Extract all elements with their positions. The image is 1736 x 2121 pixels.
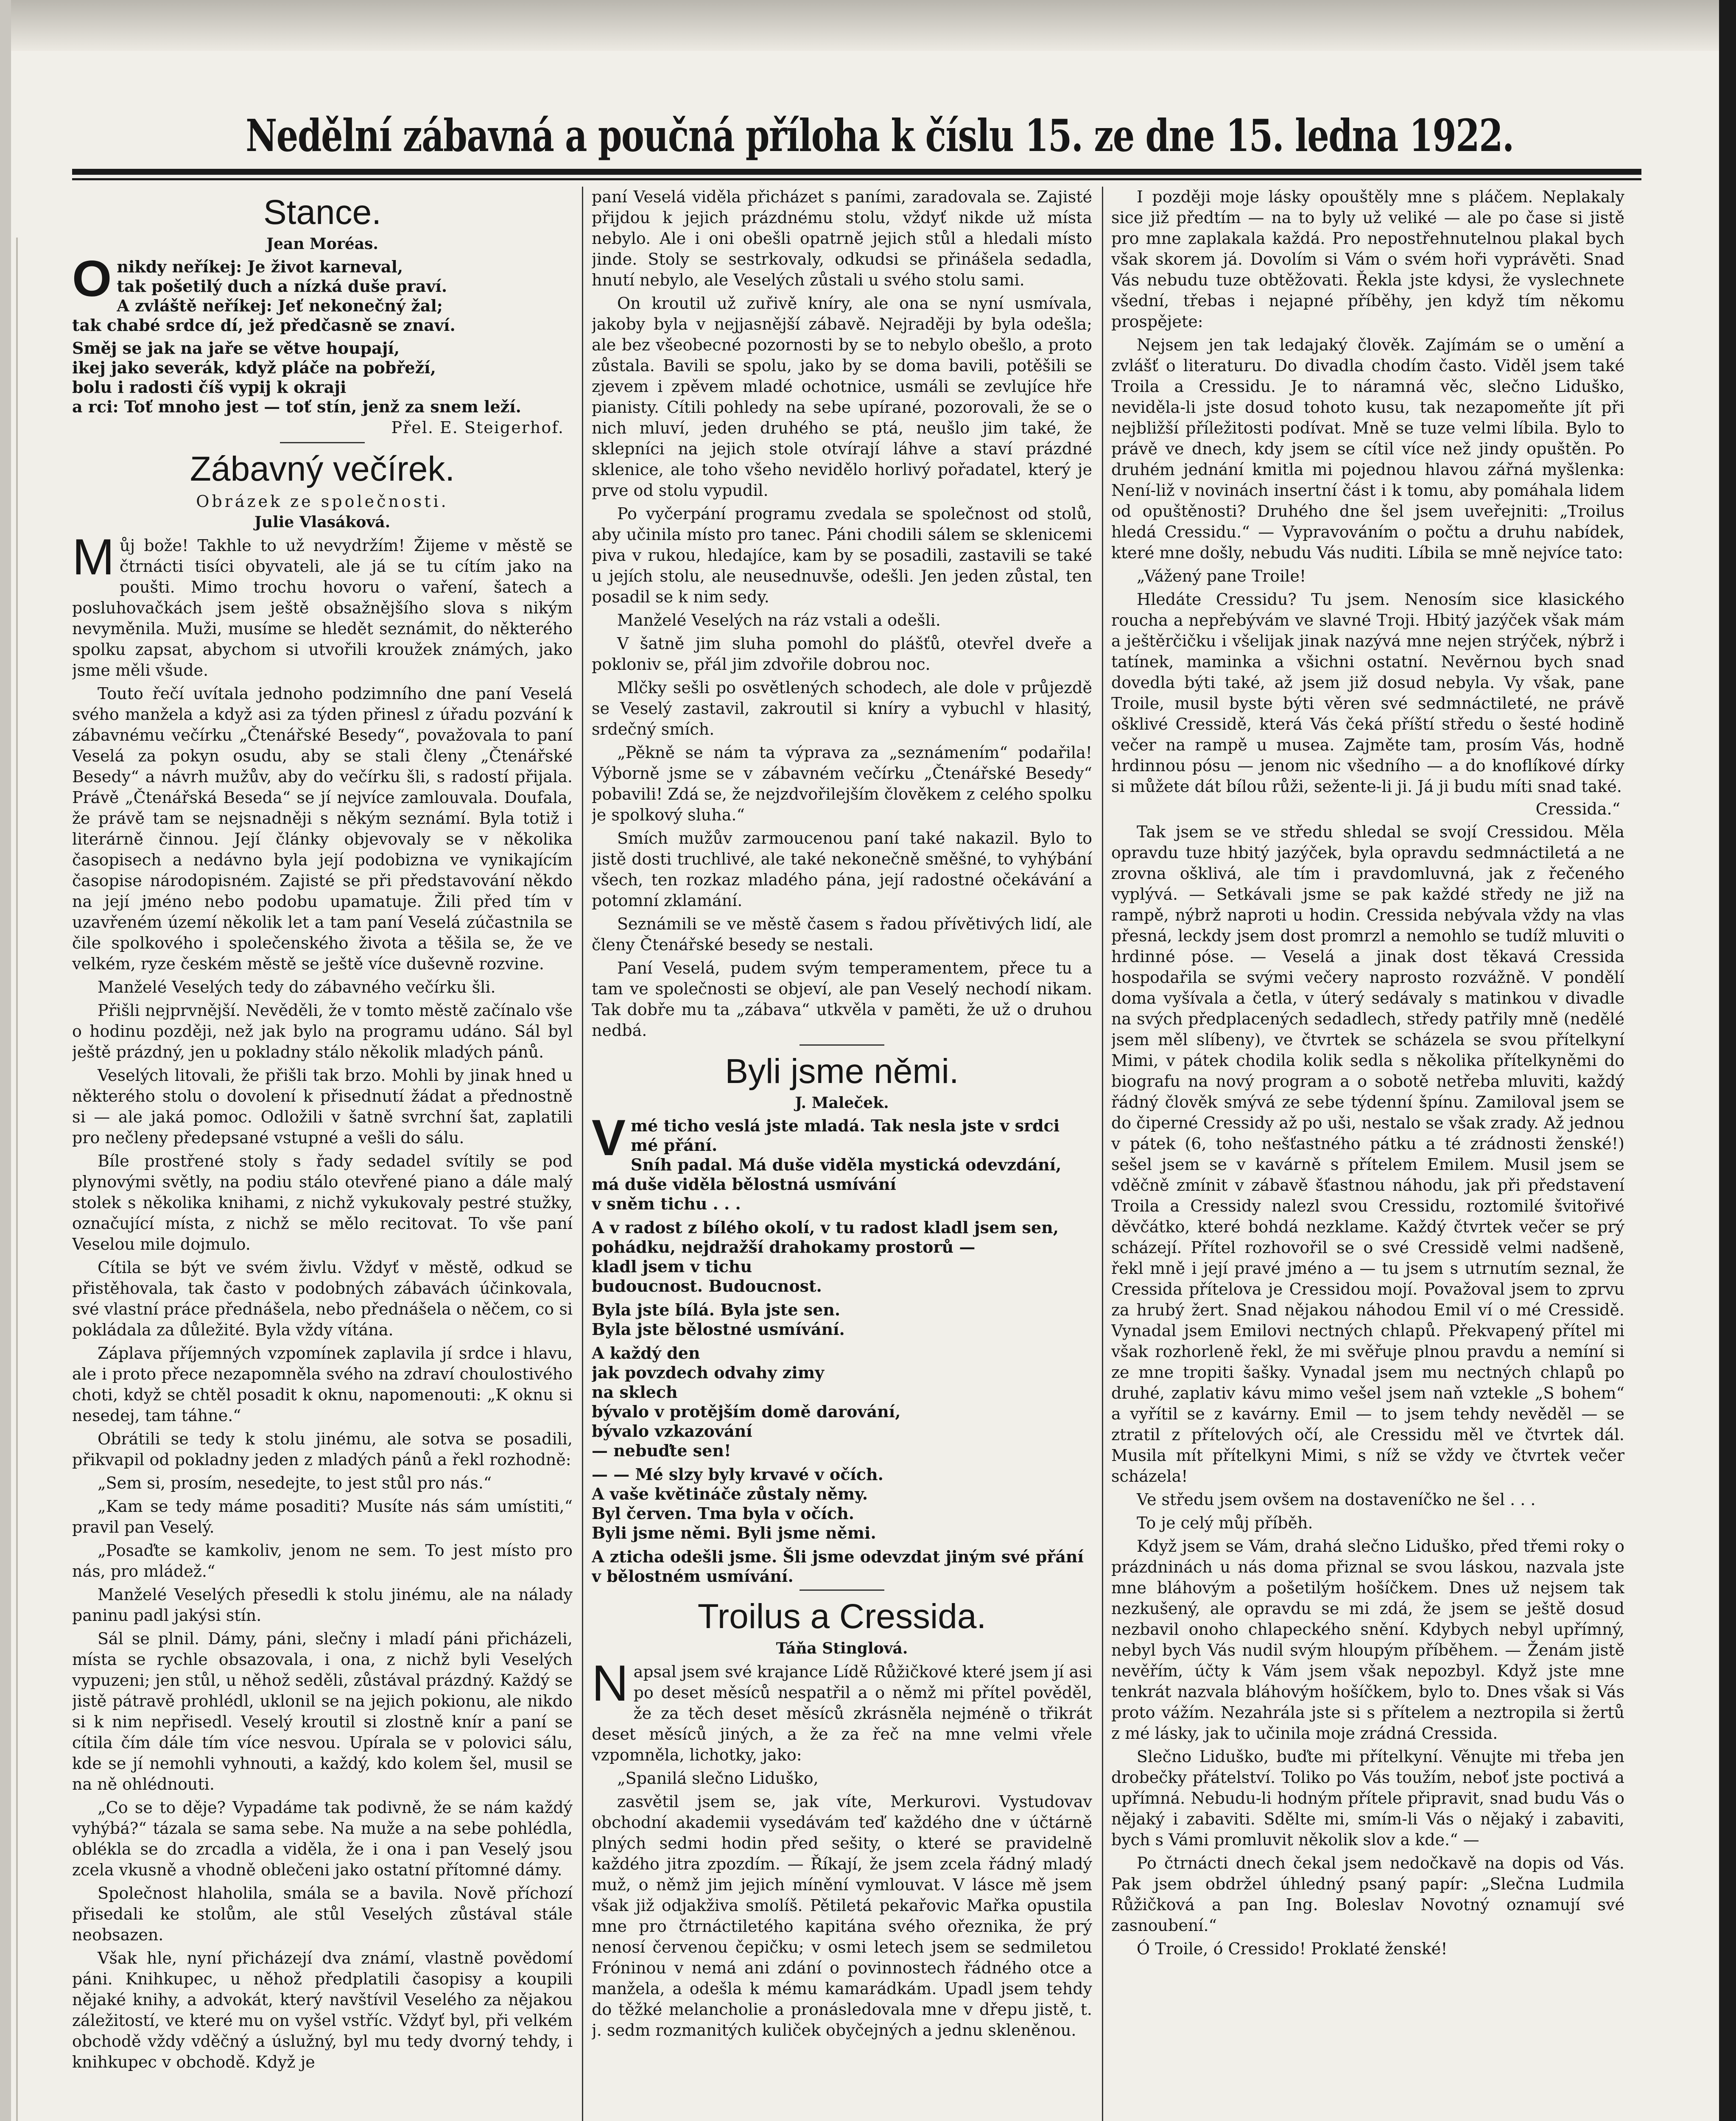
poem-line: mé ticho veslá jste mladá. Tak nesla jste v srdci mé přání. <box>631 1116 1060 1155</box>
poem-line: ikej jako severák, když pláče na pobřeží, <box>72 358 436 378</box>
poem-line: — — Mé slzy byly krvavé v očích. <box>592 1465 883 1484</box>
poem-line: bolu i radosti číš vypij k okraji <box>72 378 347 397</box>
poem-line: — nebuďte sen! <box>592 1441 731 1461</box>
poem-line: Byli jsme němi. Byli jsme němi. <box>592 1523 876 1543</box>
article-paragraph: Společnost hlaholila, smála se a bavila. Nově příchozí přisedali ke stolům, ale stůl Veselých zůstával stále neobsazen. <box>72 1883 573 1944</box>
byli-poem <box>592 1109 1092 1586</box>
letter-signature: Cressida.“ <box>1535 800 1620 818</box>
byli-title: Byli jsme němi. <box>725 1052 959 1091</box>
byli-dropcap: V <box>592 1109 626 1167</box>
article-paragraph: Cítila se být ve svém živlu. Vždyť v městě, odkud se přistěhovala, tak často v podobných zábavách účinkovala, své vlastní práce přednášela, nebo přednášela o něčem, co si pokládala za důležité. Byla vždy vítána. <box>72 1258 573 1339</box>
article-paragraph: Můj bože! Takhle to už nevydržím! Žijeme v městě se čtrnácti tisíci obyvateli, ale já se tu cítím jako na poušti. Mimo trochu hovoru o vaření, šatech a posluhovačkách jsem ještě obsažnějšího slova s nikým nevyměnila. Muži, musíme se hledět seznámit, do některého spolku zapsat, abychom si utvořili kroužek známých, jako jsme měli všude. <box>72 528 573 680</box>
zabavny-title: Zábavný večírek. <box>190 450 455 489</box>
article-paragraph: Bíle prostřené stoly s řady sedadel svítily se pod plynovými světly, na podiu stálo otevřené piano a dále malý stolek s několika knihami, z nichž vykukovaly pestré stužky, označující místa, z nichž se mělo recitovat. To vše paní Veselou mile dojmulo. <box>72 1151 573 1254</box>
article-paragraph: Obrátili se tedy k stolu jinému, ale sotva se posadili, přikvapil od pokladny jeden z mladých pánů a řekl rozhodně: <box>72 1429 573 1469</box>
article-paragraph: Když jsem se Vám, drahá slečno Liduško, před třemi roky o prázdninách u nás doma přiznal se svou láskou, nazvala jste mne bláhovým a pošetilým hošíčkem. Dnes už nejsem tak nezkušený, ale opravdu se mi zdá, že jsem se ještě dosud nezbavil onoho chlapeckého snění. Kdybych nebyl upřímný, nebyl bych Vás nudil svým hloupým příběhem. — Ženám jistě nevěřím, účty k Vám jsem však nepozbyl. Když jste mne tenkrát nazvala bláhovým hošíčkem, bylo to. Dnes však si Vás proto vážím. Nezahrála jste si s přítelem a neztropila si žertů z mé lásky, jak to učinila moje zrádná Cressida. <box>1111 1537 1624 1743</box>
masthead-rule-thin <box>72 178 1641 180</box>
article-paragraph: Slečno Liduško, buďte mi přítelkyní. Věnujte mi třeba jen drobečky přátelství. Toliko po Vás toužím, neboť jste poctivá a upřímná. Nebudu-li hodným přítele připravit, snad budu Vás o nějaký i zabaviti. Sdělte mi, smím-li Vás o nějaký i zabaviti, bych s Vámi promluvit několik slov a kde.“ — <box>1111 1747 1624 1849</box>
poem-line: bývalo v protějším domě darování, <box>592 1402 901 1421</box>
article-paragraph: Po vyčerpání programu zvedala se společnost od stolů, aby učinila místo pro tanec. Páni chodili sálem se sklenicemi piva v rukou, hledajíce, kam by se posadili, zastavili se také u jejích stolu, ale neusednuvše, odešli. Jen jeden zůstal, ten posadil se k nim sedy. <box>592 504 1092 606</box>
troilus-dropcap: N <box>592 1654 629 1712</box>
stance-translator: Přel. E. Steigerhof. <box>391 418 564 437</box>
poem-line: tak pošetilý duch a nízká duše praví. <box>117 277 447 296</box>
poem-line: Byla jste bílá. Byla jste sen. <box>592 1300 841 1320</box>
poem-line: jak povzdech odvahy zimy <box>592 1363 825 1382</box>
poem-line: nikdy neříkej: Je život karneval, <box>117 257 403 277</box>
zabavny-subtitle: Obrázek ze společnosti. <box>196 492 449 511</box>
article-paragraph: Veselých litovali, že přišli tak brzo. Mohli by jinak hned u některého stolu o dovolení k přisednutí žádat a přednostně si — ale jaká pomoc. Odložili v šatně svrchní šat, zaplatili pro nečleny předepsané vstupné a vešli do sálu. <box>72 1066 573 1147</box>
article-paragraph: zasvětil jsem se, jak víte, Merkurovi. Vystudovav obchodní akademii vysedávám teď každého dne v účtárně plných sedmi hodin před sešity, o které se pravidelně každého jitra zpozdím. — Říkají, že jsem zcela řádný mladý muž, o němž jim jejich mínění vymlouvat. V lásce mě jsem však již odjakživa smolíš. Pětiletá pekařovic Mařka opustila mne pro čtrnáctiletého kapitána svého ořeznika, že prý nenosí červenou čepičku; v osmi letech jsem se sedmiletou Fróninou v nemá ani zdání o povinnostech řádného otce a manžela, a odešla k mému kamarádkám. Upadl jsem tehdy do těžké melancholie a pronásledovala mne v dřepu jistě, t. j. sedm rozmanitých kuliček obyčejných a jednu skleněnou. <box>592 1792 1092 2040</box>
poem-line: na sklech <box>592 1382 678 1402</box>
article-paragraph: Smích mužův zarmoucenou paní také nakazil. Bylo to jistě dosti truchlivé, ale také nekonečně směšné, to vyhýbání všech, ten rozkaz mladého pána, její radostné očekávání a potomní zklamání. <box>592 829 1092 910</box>
column-separator <box>582 187 583 2121</box>
section-divider <box>800 1044 884 1046</box>
zabavny-dropcap: M <box>72 528 115 585</box>
poem-line: v sněm tichu . . . <box>592 1194 741 1214</box>
article-paragraph: Přišli nejprvnější. Nevěděli, že v tomto městě začínalo vše o hodinu později, než jak bylo na programu udáno. Sál byl ještě prázdný, jen u pokladny stálo několik mladých pánů. <box>72 1001 573 1061</box>
scan-fold-mark <box>16 238 18 2121</box>
stance-poem <box>72 250 573 417</box>
poem-line: a rci: Toť mnoho jest — toť stín, jenž za snem leží. <box>72 397 521 417</box>
stance-dropcap: O <box>72 250 112 308</box>
poem-line: Směj se jak na jaře se větve houpají, <box>72 339 400 358</box>
article-paragraph: „Pěkně se nám ta výprava za „seznámením“ podařila! Výborně jsme se v zábavném večírku „Čtenářské Besedy“ pobavili! Zdá se, že nejzdvořilejším člověkem z celého spolku je spolkový sluha.“ <box>592 743 1092 824</box>
section-divider <box>280 442 365 443</box>
section-divider <box>800 1589 884 1591</box>
article-paragraph: „Posaďte se kamkoliv, jenom ne sem. To jest místo pro nás, pro mládež.“ <box>72 1541 573 1581</box>
article-paragraph: Nejsem jen tak ledajaký člověk. Zajímám se o umění a zvlášť o literaturu. Do divadla chodím často. Viděl jsem také Troila a Cressidu. Je to náramná věc, slečno Liduško, neviděla-li jste dosud tohoto kusu, tak nezapomeňte jít při nejbližší příležitosti podívat. Mně se tuze velmi líbila. Bylo to právě ve dnech, kdy jsem se cítil více než jindy opuštěn. Po druhém jednání kmitla mi pojednou hlavou zářná myšlenka: Není-liž v novinách insertní část i k tomu, aby pomáhala lidem od opuštěnosti? Druhého dne šel jsem uveřejniti: „Troilus hledá Cressidu.“ — Vypravováním o počtu a druhu nabídek, které mne došly, nebudu Vás nuditi. Líbila se mně nejvíce tato: <box>1111 336 1624 562</box>
stance-author: Jean Moréas. <box>266 235 378 253</box>
troilus-title: Troilus a Cressida. <box>697 1597 987 1636</box>
poem-line: A zvláště neříkej: Jeť nekonečný žal; <box>117 296 443 316</box>
article-paragraph: To je celý můj příběh. <box>1137 1514 1313 1532</box>
letter-salutation: „Spanilá slečno Liduško, <box>617 1768 819 1788</box>
poem-line: A vaše květináče zůstaly němy. <box>592 1484 868 1504</box>
zabavny-author: Julie Vlasáková. <box>254 513 391 531</box>
poem-line: A zticha odešli jsme. Šli jsme odevzdat jiným své přání <box>592 1547 1084 1567</box>
article-paragraph: Ó Troile, ó Cressido! Proklaté ženské! <box>1137 1939 1448 1958</box>
article-paragraph: Záplava příjemných vzpomínek zaplavila jí srdce i hlavu, ale i proto přece nezapomněla svého na zdraví choulostivého choti, když se chtěl posadit k oknu, napomenouti: „K oknu si nesedej, tam táhne.“ <box>72 1343 573 1425</box>
article-paragraph: Manželé Veselých přesedli k stolu jinému, ale na nálady paninu padl jakýsi stín. <box>72 1585 573 1625</box>
article-paragraph: On kroutil už zuřivě kníry, ale ona se nyní usmívala, jakoby byla v nejjasnější zábavě. Nejraději by byla odešla; ale bez všeobecné pozornosti by se to nebylo obešlo, a proto zůstala. Bavili se spolu, jako by se doma bavili, potěšili se zjevem i zpěvem mladé ochotnice, usmáli se zevlujíce hře pianisty. Cítili pohledy na sebe upírané, pozorovali, že se o nich mluví, jeden druhého se ptá, neušlo jim také, že sklepníci na jejich stole otvírají láhve a staví prázdné sklenice, ale toho všeho nevidělo horlivý pořadatel, který je prve od stolu vypudil. <box>592 294 1092 500</box>
article-paragraph: „Kam se tedy máme posaditi? Musíte nás sám umístiti,“ pravil pan Veselý. <box>72 1497 573 1536</box>
poem-line: A v radost z bílého okolí, v tu radost kladl jsem sen, pohádku, nejdražší drahokamy prostorů — <box>592 1218 1059 1257</box>
article-paragraph: Po čtrnácti dnech čekal jsem nedočkavě na dopis od Vás. Pak jsem obdržel úhledný psaný papír: „Slečna Ludmila Růžičková a pan Ing. Boleslav Novotný oznamují své zasnoubení.“ <box>1111 1854 1624 1935</box>
poem-line: Byla jste bělostné usmívání. <box>592 1320 845 1339</box>
article-paragraph: „Sem si, prosím, nesedejte, to jest stůl pro nás.“ <box>98 1473 492 1492</box>
article-paragraph: Mlčky sešli po osvětlených schodech, ale dole v průjezdě se Veselý zastavil, zakroutil si kníry a vybuchl v hlasitý, srdečný smích. <box>592 678 1092 739</box>
article-paragraph: Však hle, nyní přicházejí dva známí, vlastně povědomí páni. Knihkupec, u něhož předplatili časopisy a koupili nějaké knihy, a advokát, který navštívil Veselého za nějakou záležitostí, ve které mu on vyšel vstříc. Vždyť byl, při velkém obchodě vždy vděčný a úslužný, byl mu tedy dvorný tehdy, i knihkupec v obchodě. Když je <box>72 1948 573 2071</box>
article-paragraph: Ve středu jsem ovšem na dostaveníčko ne šel . . . <box>1137 1490 1536 1509</box>
poem-line: Sníh padal. Má duše viděla mystická odevzdání, má duše viděla bělostná usmívání <box>592 1155 1062 1194</box>
poem-line: tak chabé srdce dí, jež předčasně se znaví. <box>72 316 456 335</box>
article-paragraph: Manželé Veselých tedy do zábavného večírku šli. <box>98 977 496 996</box>
article-paragraph: I později moje lásky opouštěly mne s pláčem. Neplakaly sice již předtím — na to byly už veliké — ale po čase si jistě pro mne zaplakala každá. Pro nepostřehnutelnou plakal bych však skorem já. Dovolím si Vám o svém hoři vyprávěti. Snad Vás nebudu tuze obtěžovati. Řekla jste kdysi, že vyslechnete všední, třebas i nejapné příběhy, jen když tím někomu prospějete: <box>1111 187 1624 331</box>
column-separator <box>1102 187 1103 2121</box>
poem-line: kladl jsem v tichu <box>592 1257 752 1276</box>
article-paragraph: Touto řečí uvítala jednoho podzimního dne paní Veselá svého manžela a když asi za týden přinesl z úřadu pozvání k zábavnému večírku „Čtenářské Besedy“, považovala to paní Veselá za pokyn osudu, aby se stali členy „Čtenářské Besedy“ a návrh mužův, aby do večírku šli, s radostí přijala. Právě „Čtenářská Beseda“ se jí nejvíce zamlouvala. Doufala, že právě tam se nejsnadněji s někým seznámí. Byla totiž i literárně činnou. Její články objevovaly se v několika časopisech a nedávno byla její podobizna ve vynikajícím časopise národopisném. Zajisté se při představování někdo na její jméno nebo podobu upamatuje. Žili před tím v uzavřeném území několik let a tam paní Veselá zúčastnila se čile spolkového i společenského života a těšila se, že ve velkém, ryze českém městě se ještě více duševně rozvine. <box>72 684 573 973</box>
article-paragraph: Tak jsem se ve středu shledal se svojí Cressidou. Měla opravdu tuze hbitý jazýček, byla opravdu sedmnáctiletá a ne zrovna ošklivá, ale tím i pravdomluvná, jak z řečeného vyplývá. — Setkávali jsme se pak každé středy ne již na rampě, nýbrž naproti u hodin. Cressida nebývala vždy na vlas přesná, leckdy jsem dost promrzl a nemohlo se tudíž mluviti o hrdinné póse. — Veselá a jinak dost těkavá Cressida hospodařila se svými večery naprosto rozvážně. V pondělí doma vyšívala a četla, v úterý sedávaly s matinkou v divadle na svých předplacených sedadlech, středy patřily mně (nedělé jsem měl slíbeny), ve čtvrtek se scházela se svou přítelkyní Mimi, v pátek chodila kolik sedla s několika přítelkyněmi do biografu na nový program a o sobotě netřeba mluviti, každý řádný člověk smývá ze sebe týdenní špínu. Zamiloval jsem se do čiperné Cressidy až po uši, nestalo se však zrady. Až jednou v pátek (6, toho nešťastného pátku a té zrádnosti ženské!) sešel jsem se v kavárně s přítelem Emilem. Musil jsem se vděčně zmínit v zábavě šťastnou náhodu, jak při představení Troila a Cressidy nalezl svou Cressidu, roztomilé švitořivé děvčátko, které bohdá nezklame. Každý čtvrtek večer se prý scházejí. Přítel rozhovořil se o své Cressidě velmi nadšeně, řekl mně i její pravé jméno a — tu jsem s utrnutím seznal, že Cressida přítelova je Cressidou mojí. Považoval jsem to zprvu za hrubý žert. Snad nějakou náhodou Emil ví o mé Cressidě. Vynadal jsem Emilovi nectných chlapů. Překvapený přítel mi však rozhorleně řekl, že mi svěřuje plnou pravdu a nemíní si ze mne tropiti šašky. Vynadal jsem mu nectných chlapů po druhé, zaplativ kávu mimo vešel jsem naň vztekle „S bohem“ a vyřítil se z kavárny. Emil — to jsem tehdy nevěděl — se ztratil z přítelových očí, ale Cressidu měl ve čtvrtek dál. Musila mít přítelkyni Mimi, s níž se vždy ve čtvrtek večer scházela! <box>1111 823 1624 1486</box>
page-top-edge <box>0 0 1736 51</box>
article-paragraph: „Co se to děje? Vypadáme tak podivně, že se nám každý vyhýbá?“ tázala se sama sebe. Na muže a na sebe pohlédla, oblékla se do zrcadla a viděla, že i ona i pan Veselý jsou zcela vkusně a vhodně oblečeni jako ostatní přítomné dámy. <box>72 1798 573 1879</box>
poem-line: bývalo vzkazování <box>592 1421 752 1441</box>
troilus-author: Táňa Stinglová. <box>776 1639 908 1657</box>
poem-line: budoucnost. Budoucnost. <box>592 1276 822 1296</box>
article-paragraph: Manželé Veselých na ráz vstali a odešli. <box>617 611 941 630</box>
column-1 <box>72 187 573 2121</box>
page-left-edge <box>0 0 11 2121</box>
column-3 <box>1111 187 1624 2121</box>
column-2 <box>592 187 1092 2121</box>
masthead: Nedělní zábavná a poučná příloha k číslu 15. ze dne 15. ledna 1922. <box>246 109 1514 162</box>
letter-salutation: „Vážený pane Troile! <box>1137 567 1306 585</box>
article-paragraph: Seznámili se ve městě časem s řadou přívětivých lidí, ale členy Čtenářské besedy se nestali. <box>592 915 1092 954</box>
article-paragraph: Napsal jsem své krajance Lídě Růžičkové které jsem jí asi po deset měsíců nespatřil a o němž mi přítel pověděl, že za těch deset měsíců zkrásněla nejméně o třikrát deset měsíců jiných, a že za řeč na mne velmi vřele vzpomněla, lichotky, jako: <box>592 1654 1092 1764</box>
poem-line: A každý den <box>592 1343 700 1363</box>
article-paragraph: Sál se plnil. Dámy, páni, slečny i mladí páni přicházeli, místa se rychle obsazovala, i ona, z nichž byli Veselých vypuzeni; jen stůl, u něhož seděli, zůstával prázdný. Každý se jistě pátravě prohlédl, uklonil se na jejich pokionu, ale nikdo si k nim nepřisedl. Veselý kroutil si zlostně knír a paní se cítila čím dále tím více nesvou. Upírala se v polovici sálu, kde se jí nemohli vyhnouti, a každý, kdo kolem šel, musil se na ně ohlédnouti. <box>72 1629 573 1794</box>
article-paragraph: Paní Veselá, pudem svým temperamentem, přece tu a tam ve společnosti se objeví, ale pan Veselý nechodí nikam. Tak dobře mu ta „zábava“ utkvěla v paměti, že už o druhou nedbá. <box>592 959 1092 1040</box>
article-paragraph: V šatně jim sluha pomohl do plášťů, otevřel dveře a pokloniv se, přál jim zdvořile dobrou noc. <box>592 634 1092 674</box>
article-paragraph: Hledáte Cressidu? Tu jsem. Nenosím sice klasického roucha a nepřebývám ve slavné Troji. Hbitý jazýček však mám a ještěrčičku i všelijak jinak nazývá mne nejen strýček, nýbrž i tatínek, maminka a všichni ostatní. Nevěrnou bych snad dovedla býti také, až jsem již dosud nebyla. Vy však, pane Troile, musil byste býti věren své sedmnáctileté, ne právě ošklivé Cressidě, která Vás čeká příští středu o šesté hodině večer na rampě u musea. Zajměte tam, prosím Vás, hodně hrdinnou pósu — jenom nic všedního — a do knoflíkové dírky si můžete dát bílou růži, sežente-li ji. Já ji budu míti snad také. <box>1111 590 1624 796</box>
article-paragraph: paní Veselá viděla přicházet s paními, zaradovala se. Zajisté přijdou k jejich prázdnému stolu, vždyť nikde už místa nebylo. Ale i oni obešli opatrně jejich stůl a hledali místo jinde. Stoly se sestrkovaly, odkudsi se přinášela sedadla, hnutí nebylo, ale Veselých zůstali u svého stolu sami. <box>592 187 1092 289</box>
masthead-rule-thick <box>72 169 1641 175</box>
poem-line: v bělostném usmívání. <box>592 1567 794 1586</box>
poem-line: Byl červen. Tma byla v očích. <box>592 1504 855 1523</box>
stance-title: Stance. <box>263 193 382 232</box>
page-right-edge <box>1719 0 1736 2121</box>
byli-author: J. Maleček. <box>795 1094 889 1112</box>
